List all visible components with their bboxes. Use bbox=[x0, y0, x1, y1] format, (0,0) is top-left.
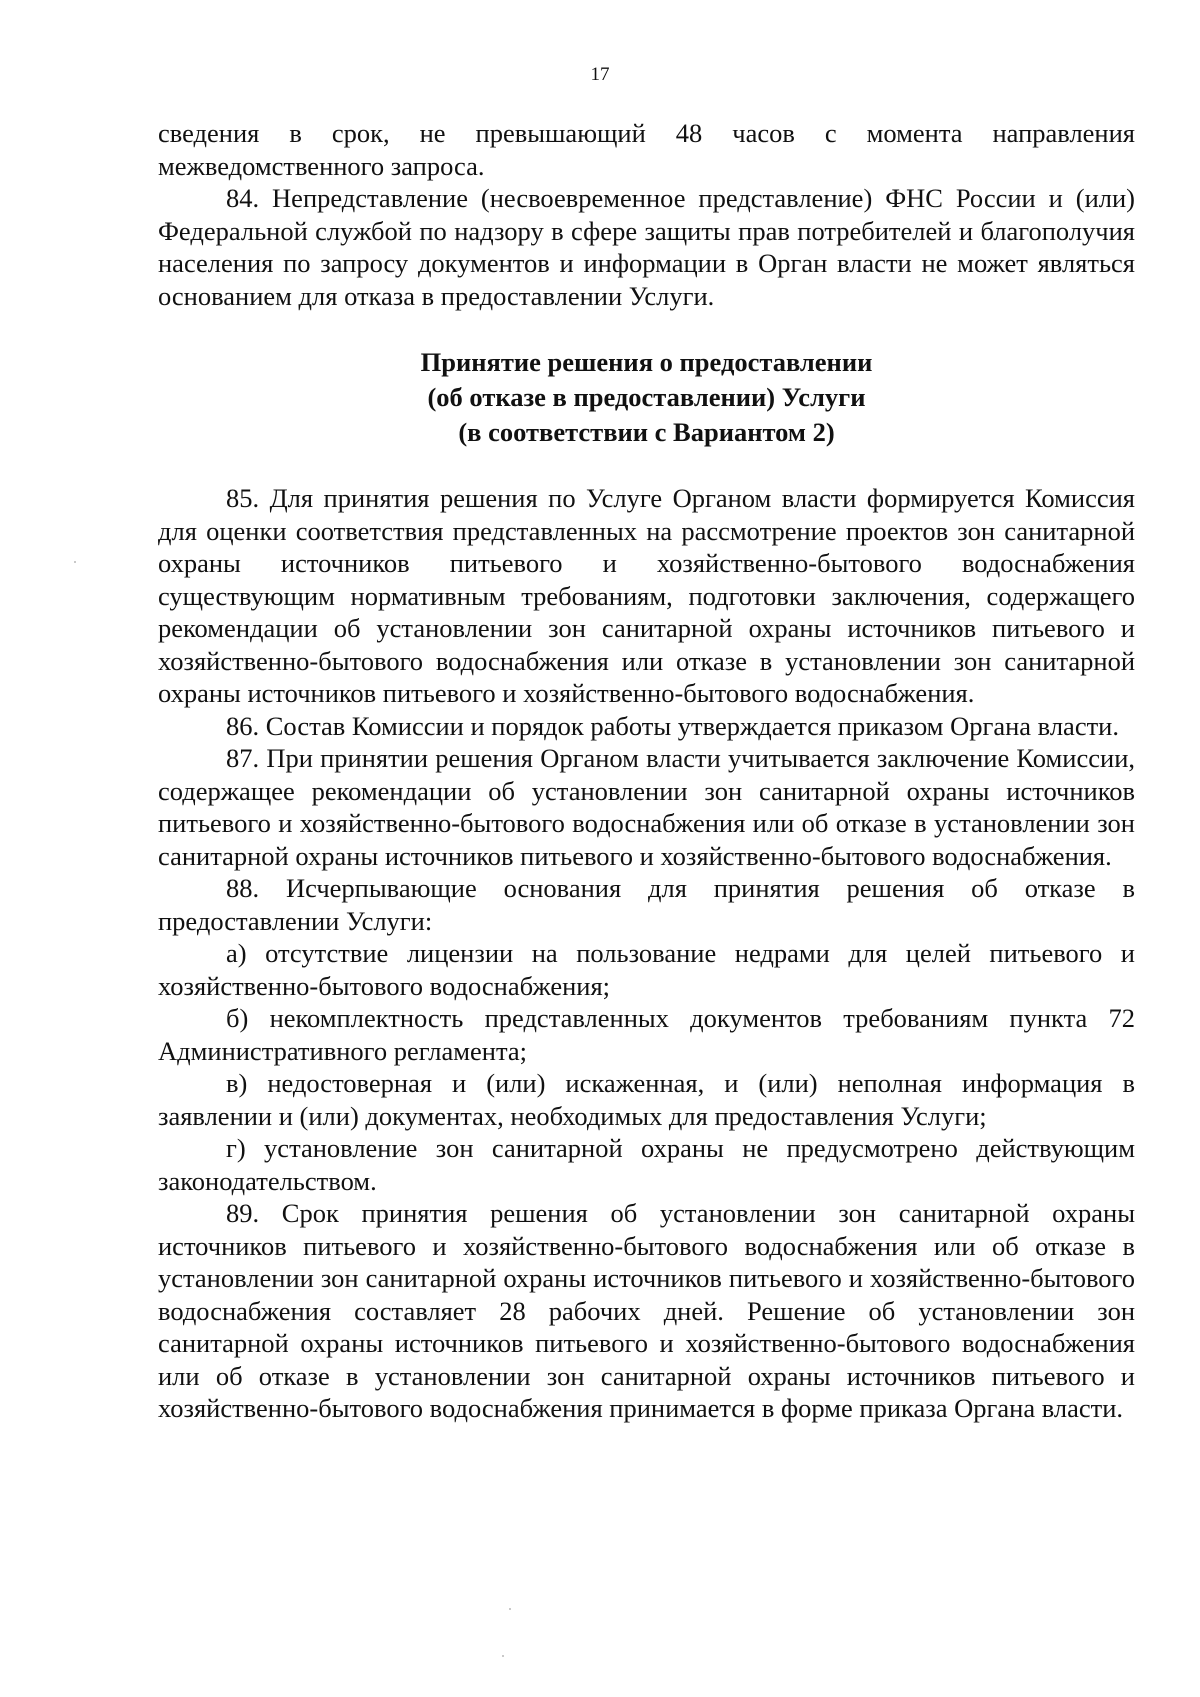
paragraph-84: 84. Непредставление (несвоевременное представление) ФНС России и (или) Федеральной службой по надзору в сфере защиты прав потребителей и благополучия населения по запросу документов и информации в Орган власти не может являться основанием для отказа в предоставлении Услуги. bbox=[158, 183, 1135, 311]
paragraph-88-g: г) установление зон санитарной охраны не предусмотрено действующим законодательством. bbox=[158, 1133, 1135, 1196]
paragraph-87: 87. При принятии решения Органом власти учитывается заключение Комиссии, содержащее рекомендации об установлении зон санитарной охраны источников питьевого и хозяйственно-бытового водоснабжения или об отказе в установлении зон санитарной охраны источников питьевого и хозяйственно-бытового водоснабжения. bbox=[158, 743, 1135, 871]
scan-speck bbox=[74, 561, 76, 563]
section-heading-line-1: Принятие решения о предоставлении bbox=[420, 347, 873, 377]
scan-speck bbox=[502, 1655, 504, 1657]
scan-speck bbox=[509, 1608, 511, 1610]
page-body bbox=[158, 117, 1135, 1425]
paragraph-88-b: б) некомплектность представленных документов требованиям пункта 72 Административного регламента; bbox=[158, 1003, 1135, 1066]
paragraph-85: 85. Для принятия решения по Услуге Органом власти формируется Комиссия для оценки соответствия представленных на рассмотрение проектов зон санитарной охраны источников питьевого и хозяйственно-бытового водоснабжения существующим нормативным требованиям, подготовки заключения, содержащего рекомендации об установлении зон санитарной охраны источников питьевого и хозяйственно-бытового водоснабжения или отказе в установлении зон санитарной охраны источников питьевого и хозяйственно-бытового водоснабжения. bbox=[158, 483, 1135, 708]
paragraph-88-a: а) отсутствие лицензии на пользование недрами для целей питьевого и хозяйственно-бытового водоснабжения; bbox=[158, 938, 1135, 1001]
section-heading bbox=[158, 345, 1135, 450]
section-heading-line-2: (об отказе в предоставлении) Услуги bbox=[427, 382, 866, 412]
paragraph-89: 89. Срок принятия решения об установлении зон санитарной охраны источников питьевого и хозяйственно-бытового водоснабжения или об отказе в установлении зон санитарной охраны источников питьевого и хозяйственно-бытового водоснабжения составляет 28 рабочих дней. Решение об установлении зон санитарной охраны источников питьевого и хозяйственно-бытового водоснабжения или об отказе в установлении зон санитарной охраны источников питьевого и хозяйственно-бытового водоснабжения принимается в форме приказа Органа власти. bbox=[158, 1198, 1135, 1423]
paragraph-88: 88. Исчерпывающие основания для принятия решения об отказе в предоставлении Услуги: bbox=[158, 873, 1135, 936]
paragraph-88-v: в) недостоверная и (или) искаженная, и (или) неполная информация в заявлении и (или) документах, необходимых для предоставления Услуги; bbox=[158, 1068, 1135, 1131]
page-number: 17 bbox=[590, 64, 610, 85]
paragraph-continuation: сведения в срок, не превышающий 48 часов с момента направления межведомственного запроса. bbox=[158, 118, 1135, 181]
section-heading-line-3: (в соответствии с Вариантом 2) bbox=[458, 417, 835, 447]
paragraph-86: 86. Состав Комиссии и порядок работы утверждается приказом Органа власти. bbox=[226, 710, 1119, 741]
